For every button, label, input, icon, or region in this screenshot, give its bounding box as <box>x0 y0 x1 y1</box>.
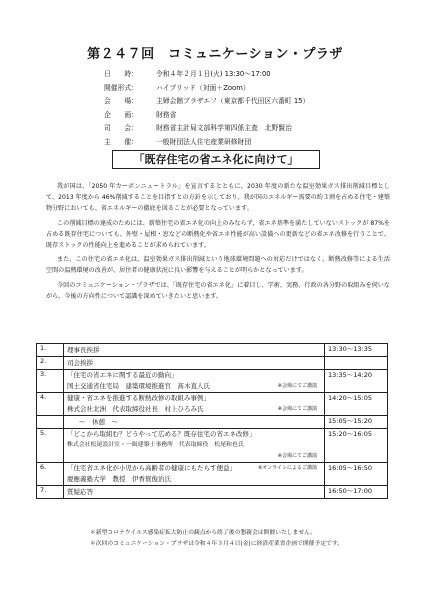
table-row: ～ 休憩 ～ 15:05～15:20 <box>37 416 388 429</box>
speaker-note: ※オンラインによるご講演 <box>257 465 317 471</box>
table-row: 1. 理事長挨拶 13:30～13:35 <box>37 344 388 357</box>
paragraph: また、この住宅の省エネ化は、温室効果ガス排出削減という地球環境問題への対応だけではなく、断熱改修等による生活空間の温熱環境の改善が、居住者の健康状況に良い影響を与えることが明らかとなっています。 <box>46 256 390 274</box>
page-title: 第２４７回 コミュニケーション・プラザ <box>87 47 343 62</box>
table-row: 7. 質疑応答 16:50～17:00 <box>37 486 388 499</box>
intro-text <box>46 181 390 305</box>
footnotes <box>90 528 343 550</box>
paragraph: 我が国は、「2050 年カーボンニュートラル」を宣言するとともに、2030 年度の新たな温室効果ガス排出削減目標として、2013 年度から 46%削減することを目指すとの方針を示しており、我が国のエネルギー需要の約３割を占める住宅・建築物分野においても、省エネルギーの徹底を図ることが必要となっています。 <box>46 183 390 212</box>
table-row: 5. 「どこから取組む？どうやって広める？既存住宅の省エネ改修」 株式会社松尾設計室・一級建築士事務所 代表取締役 松尾和也氏 ※会場にてご講演 15:20～16:05 <box>37 429 388 463</box>
schedule-table <box>36 343 388 499</box>
footnote: ＊新型コロナウイルス感染症拡大防止の観点から終了後の懇親会は開催いたしません。 <box>90 530 317 536</box>
theme-box: 「既存住宅の省エネ化に向けて」 <box>112 150 320 169</box>
paragraph: 今回のコミュニケーション・プラザでは、「既存住宅の省エネ化」に着目し、学術、実務、行政の各分野の取組みを伺いながら、今後の方向性について認識を深めていきたいと思います。 <box>46 281 390 300</box>
speaker-note: ※会場にてご講演 <box>277 453 317 459</box>
paragraph: この削減目標の達成のためには、新築住宅の省エネ化の向上のみならず、省エネ基準を満たしていないストックが 87%を占める既存住宅についても、外壁・屋根・窓などの断熱化や省エネ性能が高い設備への更新などの省エネ改修を行うことで、既存ストックの性能向上を進めることが求められています。 <box>46 219 390 249</box>
table-row: 4. 健康・省エネを推進する断熱改修の取組み事例」 株式会社北洲 代表取締役社長 村上ひろみ氏 ※会場にてご講演 14:20～15:05 <box>37 393 388 416</box>
speaker-note: ※会場にてご講演 <box>277 406 317 412</box>
footnote: ＊次回のコミュニケーション・プラザは令和４年３月４日(金)に経済産業省企画で開催予定です。 <box>90 541 343 547</box>
table-row: 6. 「住宅省エネ化が小児から高齢者の健康にもたらす便益」 ※オンラインによるご講演 慶應義塾大学 教授 伊香賀俊治氏 16:05～16:50 <box>37 463 388 486</box>
info-row-datetime: 日 時： 令和４年２月１日(火) 13:30～17:00 <box>104 70 271 78</box>
info-row-planning: 企 画： 財務省 <box>104 110 177 119</box>
info-row-format: 開催形式： ハイブリッド（対面＋Zoom） <box>104 83 250 92</box>
event-info <box>104 68 309 150</box>
info-row-venue: 会 場： 主婦会館プラザエフ（東京都千代田区六番町 15） <box>104 97 310 106</box>
info-row-organizer: 主 催： 一般財団法人住宅産業研修財団 <box>104 137 252 146</box>
speaker-note: ※会場にてご講演 <box>277 383 317 389</box>
info-row-moderator: 司 会： 財務省主計局文部科学第四係主査 北野賢治 <box>104 124 292 133</box>
table-row: 3. 「住宅の省エネに関する最近の動向」 国土交通省住宅局 建築環境推進官 髙木直人氏 ※会場にてご講演 13:35～14:20 <box>37 370 388 393</box>
table-row: 2. 司会挨拶 <box>37 357 388 370</box>
